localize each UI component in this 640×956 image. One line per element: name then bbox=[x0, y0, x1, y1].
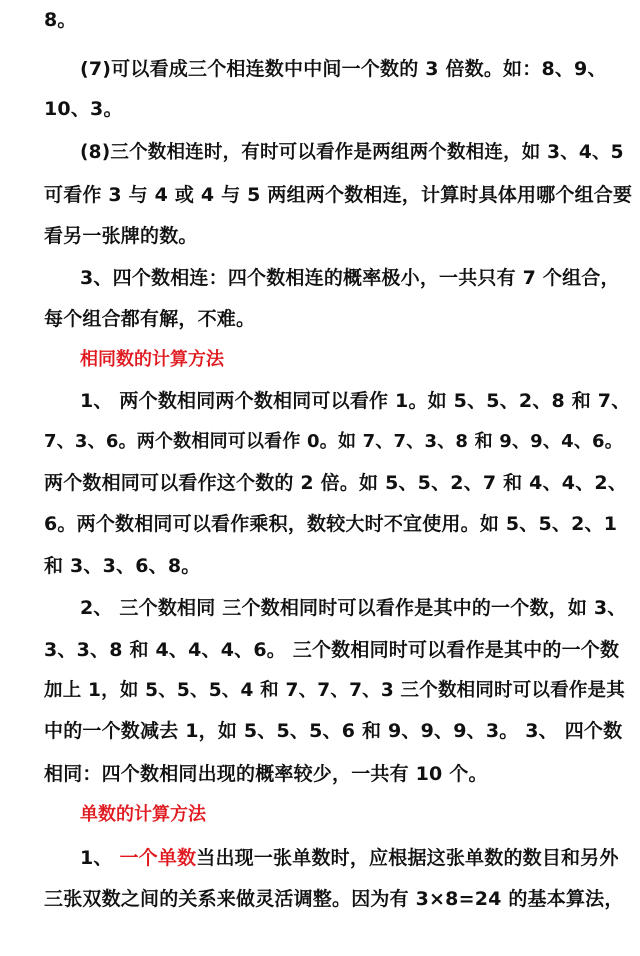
text-line: 2、 三个数相同 三个数相同时可以看作是其中的一个数，如 3、 bbox=[80, 597, 627, 619]
text-line: 和 3、3、6、8。 bbox=[44, 555, 201, 577]
text-line: 加上 1，如 5、5、5、4 和 7、7、7、3 三个数相同时可以看作是其 bbox=[44, 680, 625, 701]
text-line: 三张双数之间的关系来做灵活调整。因为有 3×8=24 的基本算法， bbox=[44, 888, 624, 910]
text-line: 中的一个数减去 1，如 5、5、5、6 和 9、9、9、3。 3、 四个数 bbox=[44, 720, 623, 742]
text-line: 1、 两个数相同两个数相同可以看作 1。如 5、5、2、8 和 7、 bbox=[80, 390, 631, 412]
text-line: 3、3、8 和 4、4、4、6。 三个数相同时可以看作是其中的一个数 bbox=[44, 639, 620, 661]
text-line: (7)可以看成三个相连数中中间一个数的 3 倍数。如：8、9、 bbox=[80, 58, 607, 80]
text-line: 每个组合都有解，不难。 bbox=[44, 308, 256, 330]
text-line: 6。两个数相同可以看作乘积，数较大时不宜使用。如 5、5、2、1 bbox=[44, 513, 618, 535]
text-line-with-highlight bbox=[80, 846, 619, 870]
text-line: (8)三个数相连时，有时可以看作是两组两个数相连，如 3、4、5 bbox=[80, 142, 624, 163]
text-line: 可看作 3 与 4 或 4 与 5 两组两个数相连，计算时具体用哪个组合要 bbox=[44, 184, 633, 206]
text-line: 相同：四个数相同出现的概率较少，一共有 10 个。 bbox=[44, 763, 488, 785]
section-heading-same-numbers: 相同数的计算方法 bbox=[80, 349, 224, 370]
highlighted-term: 一个单数 bbox=[119, 847, 197, 869]
text-line: 8。 bbox=[44, 9, 77, 31]
text-line: 看另一张牌的数。 bbox=[44, 225, 198, 247]
list-number: 1、 bbox=[80, 847, 120, 869]
text-continuation: 当出现一张单数时，应根据这张单数的数目和另外 bbox=[196, 847, 619, 869]
section-heading-single-numbers: 单数的计算方法 bbox=[80, 804, 206, 825]
text-line: 10、3。 bbox=[44, 98, 123, 120]
text-line: 7、3、6。两个数相同可以看作 0。如 7、7、3、8 和 9、9、4、6。 bbox=[44, 431, 623, 452]
text-line: 3、四个数相连：四个数相连的概率极小，一共只有 7 个组合， bbox=[80, 267, 620, 289]
text-line: 两个数相同可以看作这个数的 2 倍。如 5、5、2、7 和 4、4、2、 bbox=[44, 472, 628, 494]
